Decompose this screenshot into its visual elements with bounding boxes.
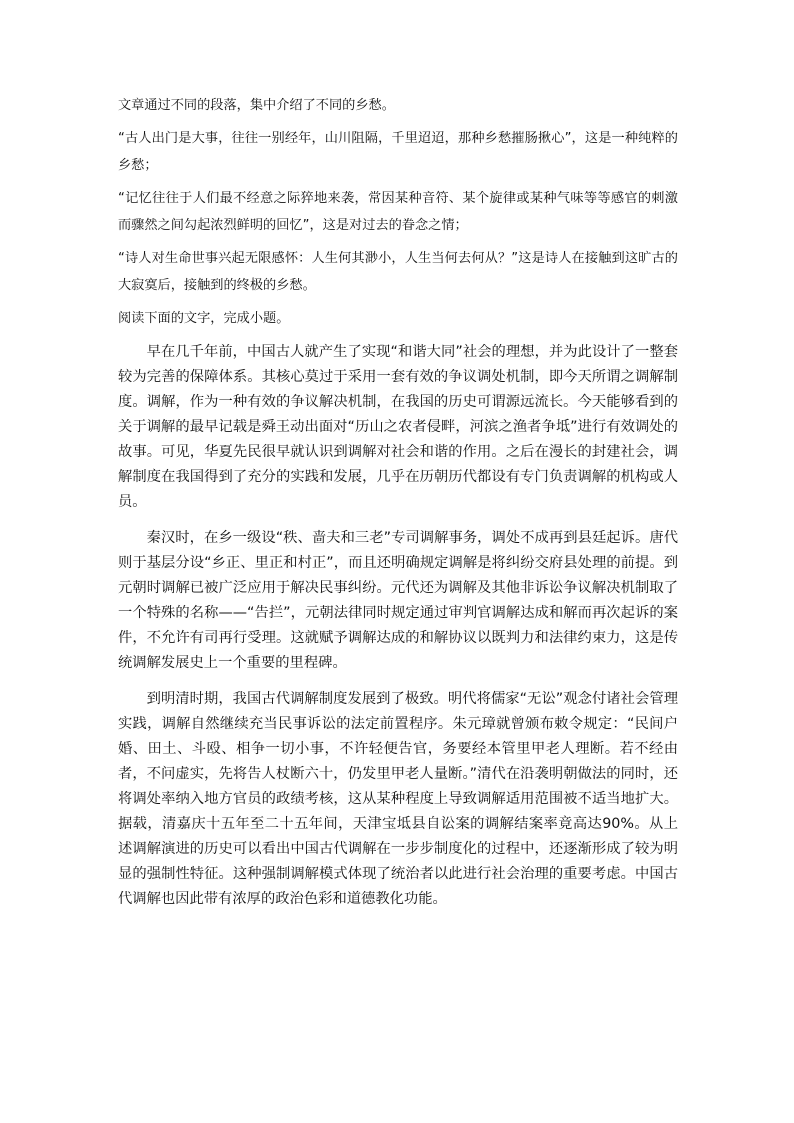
quote-paragraph-2: “记忆往往于人们最不经意之际猝地来袭，常因某种音符、某个旋律或某种气味等等感官的刺激而骤然之间勾起浓烈鲜明的回忆”，这是对过去的眷念之情； bbox=[118, 191, 678, 233]
intro-summary-line: 文章通过不同的段落，集中介绍了不同的乡愁。 bbox=[118, 98, 395, 113]
article-paragraph-2: 秦汉时，在乡一级设“秩、啬夫和三老”专司调解事务，调处不成再到县廷起诉。唐代则于基层分设“乡正、里正和村正”，而且还明确规定调解是将纠纷交府县处理的前提。到元朝时调解已被广泛应用于解决民事纠纷。元代还为调解及其他非诉讼争议解决机制取了一个特殊的名称——“告拦”，元朝法律同时规定通过审判官调解达成和解而再次起诉的案件，不允许有司再行受理。这就赋予调解达成的和解协议以既判力和法律约束力，这是传统调解发展史上一个重要的里程碑。 bbox=[118, 530, 678, 671]
article-paragraph-3: 到明清时期，我国古代调解制度发展到了极致。明代将儒家“无讼”观念付诸社会管理实践，调解自然继续充当民事诉讼的法定前置程序。朱元璋就曾颁布敕令规定：“民间户婚、田土、斗殴、相争一切小事，不许轻便告官，务要经本管里甲老人理断。若不经由者，不问虚实，先将告人杖断六十，仍发里甲老人量断。”清代在沿袭明朝做法的同时，还将调处率纳入地方官员的政绩考核，这从某种程度上导致调解适用范围被不适当地扩大。据载，清嘉庆十五年至二十五年间，天津宝坻县自讼案的调解结案率竟高达90%。从上述调解演进的历史可以看出中国古代调解在一步步制度化的过程中，还逐渐形成了较为明显的强制性特征。这种强制调解模式体现了统治者以此进行社会治理的重要考虑。中国古代调解也因此带有浓厚的政治色彩和道德教化功能。 bbox=[118, 691, 678, 907]
quote-paragraph-1: “古人出门是大事，往往一别经年，山川阻隔，千里迢迢，那种乡愁摧肠揪心”，这是一种纯粹的乡愁； bbox=[118, 131, 678, 173]
quote-paragraph-3: “诗人对生命世事兴起无限感怀：人生何其渺小，人生当何去何从？”这是诗人在接触到这旷古的大寂寞后，接触到的终极的乡愁。 bbox=[118, 251, 678, 293]
document-page bbox=[118, 92, 678, 912]
reading-instruction: 阅读下面的文字，完成小题。 bbox=[118, 311, 290, 326]
article-paragraph-1: 早在几千年前，中国古人就产生了实现“和谐大同”社会的理想，并为此设计了一整套较为完善的保障体系。其核心莫过于采用一套有效的争议调处机制，即今天所谓之调解制度。调解，作为一种有效的争议解决机制，在我国的历史可谓源远流长。今天能够看到的关于调解的最早记载是舜王动出面对“历山之农者侵畔，河滨之渔者争坻”进行有效调处的故事。可见，华夏先民很早就认识到调解对社会和谐的作用。之后在漫长的封建社会，调解制度在我国得到了充分的实践和发展，几乎在历朝历代都设有专门负责调解的机构或人员。 bbox=[118, 344, 678, 510]
